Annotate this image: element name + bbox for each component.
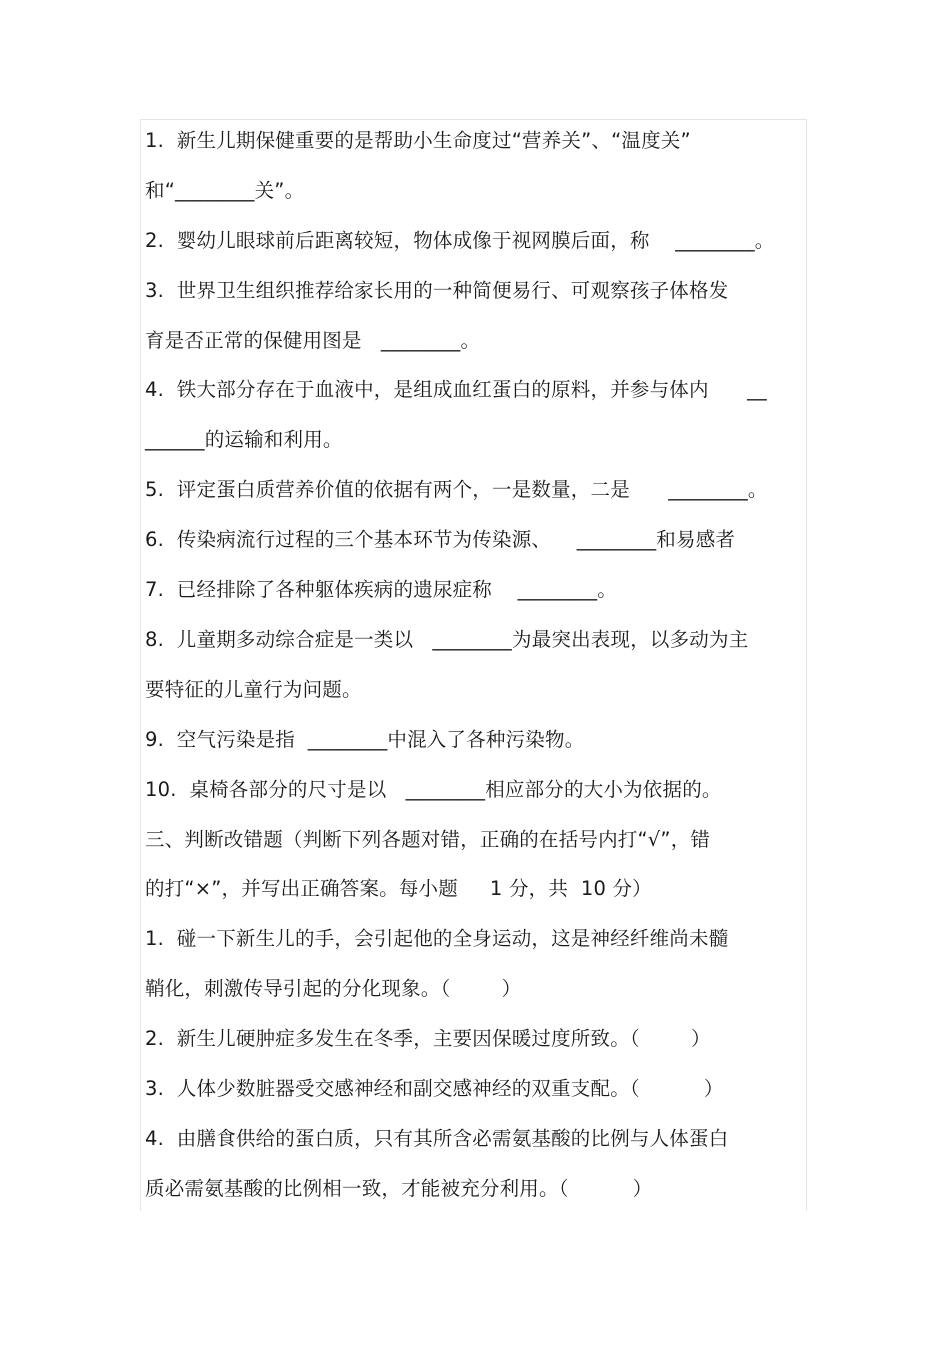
text-line: 和“________关”。 <box>145 179 305 202</box>
text-line: 3. 世界卫生组织推荐给家长用的一种简便易行、可观察孩子体格发 <box>145 279 729 302</box>
text-line: 育是否正常的保健用图是 ________。 <box>145 329 481 352</box>
text-line: 10. 桌椅各部分的尺寸是以 ________相应部分的大小为依据的。 <box>145 778 722 801</box>
section-heading: 三、判断改错题（判断下列各题对错，正确的在括号内打“√”，错 <box>145 828 711 851</box>
text-line: 质必需氨基酸的比例相一致，才能被充分利用。（ ） <box>145 1177 653 1200</box>
text-line: 4. 由膳食供给的蛋白质，只有其所含必需氨基酸的比例与人体蛋白 <box>145 1127 729 1150</box>
text-line: 5. 评定蛋白质营养价值的依据有两个，一是数量，二是 ________。 <box>145 478 768 501</box>
text-line: 要特征的儿童行为问题。 <box>145 678 362 701</box>
text-line: 7. 已经排除了各种躯体疾病的遗尿症称 ________。 <box>145 578 617 601</box>
text-line: 鞘化，刺激传导引起的分化现象。（ ） <box>145 977 522 1000</box>
text-line: 2. 新生儿硬肿症多发生在冬季，主要因保暖过度所致。（ ） <box>145 1027 711 1050</box>
text-line: 6. 传染病流行过程的三个基本环节为传染源、 ________和易感者 <box>145 528 736 551</box>
section-heading: 的打“×”，并写出正确答案。每小题 1 分，共 10 分） <box>145 877 652 900</box>
text-line: 2. 婴幼儿眼球前后距离较短，物体成像于视网膜后面，称 ________。 <box>145 229 775 252</box>
page-border-left <box>140 119 141 1211</box>
page-border-top <box>140 119 807 120</box>
text-line: 1. 新生儿期保健重要的是帮助小生命度过“营养关”、“温度关” <box>145 129 691 152</box>
page-border-right <box>806 119 807 1211</box>
text-line: ______的运输和利用。 <box>145 428 343 451</box>
text-line: 9. 空气污染是指 ________中混入了各种污染物。 <box>145 728 585 751</box>
text-line: 8. 儿童期多动综合症是一类以 ________为最突出表现，以多动为主 <box>145 628 749 651</box>
text-line: 3. 人体少数脏器受交感神经和副交感神经的双重支配。（ ） <box>145 1077 724 1100</box>
text-line: 4. 铁大部分存在于血液中，是组成血红蛋白的原料，并参与体内 __ <box>145 378 767 401</box>
text-line: 1. 碰一下新生儿的手，会引起他的全身运动，这是神经纤维尚未髓 <box>145 927 729 950</box>
